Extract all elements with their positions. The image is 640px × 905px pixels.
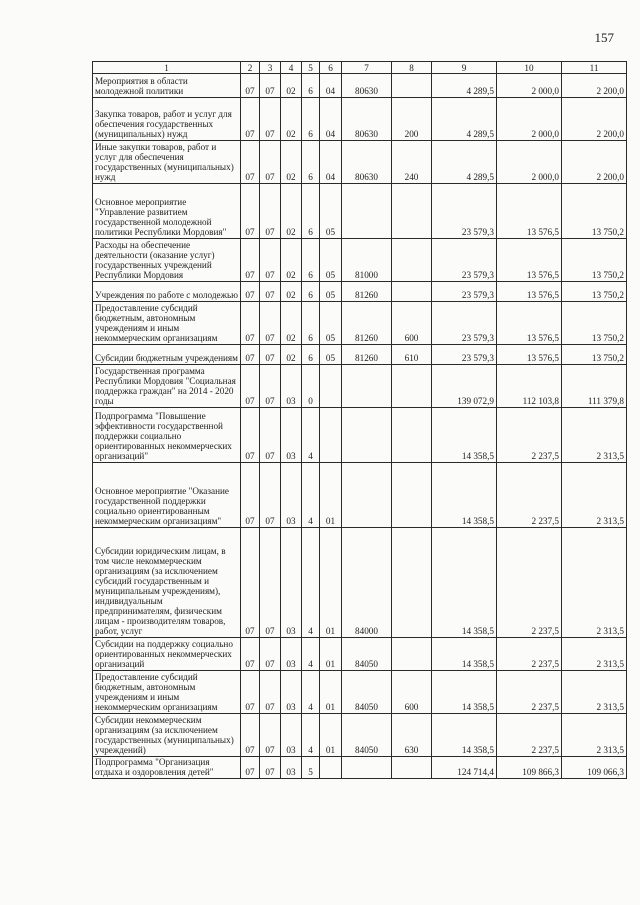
amount-cell: 14 358,5 (432, 714, 497, 757)
code-cell: 84050 (342, 714, 392, 757)
table-row (93, 463, 627, 528)
amount-cell: 109 066,3 (562, 757, 627, 779)
code-cell: 02 (281, 184, 302, 239)
code-cell: 6 (302, 239, 320, 282)
amount-cell: 112 103,8 (497, 365, 562, 408)
table-row (93, 638, 627, 671)
amount-cell: 13 576,5 (497, 184, 562, 239)
amount-cell: 14 358,5 (432, 671, 497, 714)
code-cell: 03 (281, 408, 302, 463)
code-cell: 07 (241, 528, 260, 638)
code-cell: 200 (392, 98, 432, 141)
code-cell: 02 (281, 345, 302, 365)
amount-cell: 13 750,2 (562, 345, 627, 365)
code-cell: 05 (320, 302, 342, 345)
amount-cell: 2 237,5 (497, 638, 562, 671)
row-name-cell: Основное мероприятие "Управление развитием государственной молодежной политики Республики Мордовия" (93, 184, 241, 239)
amount-cell: 13 750,2 (562, 184, 627, 239)
table-row (93, 98, 627, 141)
column-header: 10 (497, 62, 562, 74)
code-cell: 07 (260, 282, 281, 302)
table-row (93, 345, 627, 365)
row-name-cell: Субсидии некоммерческим организациям (за исключением государственных (муниципальных) учреждений) (93, 714, 241, 757)
row-name-cell: Субсидии на поддержку социально ориентированных некоммерческих организаций (93, 638, 241, 671)
amount-cell: 13 750,2 (562, 239, 627, 282)
code-cell: 03 (281, 757, 302, 779)
code-cell: 02 (281, 239, 302, 282)
amount-cell: 2 000,0 (497, 141, 562, 184)
row-name-cell: Предоставление субсидий бюджетным, автономным учреждениям и иным некоммерческим организациям (93, 302, 241, 345)
code-cell: 6 (302, 184, 320, 239)
column-header: 2 (241, 62, 260, 74)
code-cell: 07 (260, 638, 281, 671)
code-cell: 07 (241, 671, 260, 714)
code-cell: 600 (392, 302, 432, 345)
code-cell: 6 (302, 141, 320, 184)
code-cell: 07 (241, 74, 260, 98)
code-cell: 03 (281, 671, 302, 714)
code-cell: 5 (302, 757, 320, 779)
code-cell (392, 408, 432, 463)
code-cell: 80630 (342, 98, 392, 141)
code-cell: 07 (241, 239, 260, 282)
code-cell: 05 (320, 184, 342, 239)
amount-cell: 2 237,5 (497, 528, 562, 638)
code-cell (342, 757, 392, 779)
table-row (93, 184, 627, 239)
code-cell: 02 (281, 98, 302, 141)
table-row (93, 528, 627, 638)
table-row (93, 239, 627, 282)
code-cell: 01 (320, 528, 342, 638)
code-cell (392, 74, 432, 98)
amount-cell: 2 313,5 (562, 408, 627, 463)
code-cell: 02 (281, 282, 302, 302)
code-cell: 4 (302, 638, 320, 671)
code-cell (320, 757, 342, 779)
column-header: 1 (93, 62, 241, 74)
row-name-cell: Закупка товаров, работ и услуг для обеспечения государственных (муниципальных) нужд (93, 98, 241, 141)
code-cell: 02 (281, 141, 302, 184)
amount-cell: 2 313,5 (562, 638, 627, 671)
code-cell (392, 757, 432, 779)
amount-cell: 124 714,4 (432, 757, 497, 779)
code-cell: 4 (302, 463, 320, 528)
amount-cell: 4 289,5 (432, 74, 497, 98)
amount-cell: 23 579,3 (432, 282, 497, 302)
code-cell: 07 (241, 408, 260, 463)
code-cell: 81260 (342, 302, 392, 345)
amount-cell: 2 200,0 (562, 141, 627, 184)
amount-cell: 14 358,5 (432, 408, 497, 463)
code-cell: 02 (281, 302, 302, 345)
row-name-cell: Учреждения по работе с молодежью (93, 282, 241, 302)
amount-cell: 14 358,5 (432, 528, 497, 638)
code-cell: 07 (241, 282, 260, 302)
row-name-cell: Субсидии юридическим лицам, в том числе некоммерческим организациям (за исключением субсидий государственным и муниципальным учреждениям), индивидуальным предпринимателям, физическим лицам - производителям товаров, работ, услуг (93, 528, 241, 638)
table-row (93, 74, 627, 98)
amount-cell: 2 237,5 (497, 671, 562, 714)
code-cell: 07 (260, 714, 281, 757)
code-cell: 0 (302, 365, 320, 408)
column-header: 4 (281, 62, 302, 74)
code-cell: 07 (241, 714, 260, 757)
code-cell (320, 365, 342, 408)
code-cell: 80630 (342, 74, 392, 98)
row-name-cell: Мероприятия в области молодежной политики (93, 74, 241, 98)
code-cell (392, 282, 432, 302)
amount-cell: 109 866,3 (497, 757, 562, 779)
row-name-cell: Субсидии бюджетным учреждениям (93, 345, 241, 365)
column-header: 5 (302, 62, 320, 74)
table-row (93, 671, 627, 714)
table-row (93, 302, 627, 345)
code-cell (392, 463, 432, 528)
table-row (93, 757, 627, 779)
code-cell: 05 (320, 345, 342, 365)
code-cell: 05 (320, 282, 342, 302)
amount-cell: 2 237,5 (497, 463, 562, 528)
code-cell (320, 408, 342, 463)
table-row (93, 365, 627, 408)
row-name-cell: Иные закупки товаров, работ и услуг для обеспечения государственных (муниципальных) нужд (93, 141, 241, 184)
code-cell: 03 (281, 365, 302, 408)
code-cell: 84050 (342, 671, 392, 714)
code-cell: 07 (260, 239, 281, 282)
code-cell: 01 (320, 638, 342, 671)
code-cell: 07 (260, 184, 281, 239)
code-cell: 81000 (342, 239, 392, 282)
row-name-cell: Предоставление субсидий бюджетным, автономным учреждениям и иным некоммерческим организациям (93, 671, 241, 714)
amount-cell: 14 358,5 (432, 638, 497, 671)
amount-cell: 2 313,5 (562, 671, 627, 714)
code-cell: 07 (241, 302, 260, 345)
column-header: 6 (320, 62, 342, 74)
code-cell: 07 (241, 638, 260, 671)
code-cell: 07 (260, 302, 281, 345)
amount-cell: 23 579,3 (432, 239, 497, 282)
amount-cell: 2 313,5 (562, 714, 627, 757)
code-cell: 6 (302, 98, 320, 141)
code-cell: 6 (302, 345, 320, 365)
code-cell: 07 (241, 141, 260, 184)
code-cell: 07 (260, 528, 281, 638)
row-name-cell: Подпрограмма "Организация отдыха и оздоровления детей" (93, 757, 241, 779)
page-number: 157 (594, 30, 614, 45)
table-row (93, 408, 627, 463)
code-cell (392, 184, 432, 239)
code-cell: 07 (260, 757, 281, 779)
amount-cell: 13 576,5 (497, 302, 562, 345)
row-name-cell: Основное мероприятие "Оказание государственной поддержки социально ориентированным некоммерческим организациям" (93, 463, 241, 528)
amount-cell: 23 579,3 (432, 345, 497, 365)
code-cell: 81260 (342, 345, 392, 365)
code-cell: 04 (320, 141, 342, 184)
table-header-row (93, 62, 627, 74)
amount-cell: 13 576,5 (497, 239, 562, 282)
amount-cell: 2 000,0 (497, 98, 562, 141)
amount-cell: 111 379,8 (562, 365, 627, 408)
code-cell: 01 (320, 714, 342, 757)
code-cell: 07 (241, 98, 260, 141)
row-name-cell: Государственная программа Республики Мордовия "Социальная поддержка граждан" на 2014 - 2020 годы (93, 365, 241, 408)
code-cell: 07 (241, 757, 260, 779)
row-name-cell: Подпрограмма "Повышение эффективности государственной поддержки социально ориентированных некоммерческих организаций" (93, 408, 241, 463)
code-cell (342, 408, 392, 463)
amount-cell: 4 289,5 (432, 98, 497, 141)
code-cell: 6 (302, 74, 320, 98)
code-cell: 4 (302, 408, 320, 463)
column-header: 3 (260, 62, 281, 74)
amount-cell: 2 313,5 (562, 528, 627, 638)
code-cell: 80630 (342, 141, 392, 184)
table-row (93, 714, 627, 757)
code-cell: 4 (302, 528, 320, 638)
column-header: 7 (342, 62, 392, 74)
column-header: 9 (432, 62, 497, 74)
code-cell: 630 (392, 714, 432, 757)
code-cell (392, 638, 432, 671)
table-row (93, 282, 627, 302)
code-cell: 07 (260, 365, 281, 408)
code-cell: 600 (392, 671, 432, 714)
code-cell (342, 184, 392, 239)
code-cell: 4 (302, 671, 320, 714)
code-cell (392, 528, 432, 638)
code-cell: 03 (281, 463, 302, 528)
code-cell (392, 239, 432, 282)
amount-cell: 2 200,0 (562, 74, 627, 98)
amount-cell: 13 576,5 (497, 345, 562, 365)
amount-cell: 2 000,0 (497, 74, 562, 98)
code-cell: 07 (260, 408, 281, 463)
code-cell: 07 (241, 184, 260, 239)
code-cell: 610 (392, 345, 432, 365)
amount-cell: 13 576,5 (497, 282, 562, 302)
column-header: 11 (562, 62, 627, 74)
code-cell: 03 (281, 714, 302, 757)
code-cell: 07 (260, 98, 281, 141)
amount-cell: 2 200,0 (562, 98, 627, 141)
code-cell: 01 (320, 463, 342, 528)
table-row (93, 141, 627, 184)
amount-cell: 13 750,2 (562, 282, 627, 302)
budget-table (92, 61, 627, 779)
code-cell: 02 (281, 74, 302, 98)
row-name-cell: Расходы на обеспечение деятельности (оказание услуг) государственных учреждений Республики Мордовия (93, 239, 241, 282)
code-cell: 01 (320, 671, 342, 714)
code-cell: 07 (260, 74, 281, 98)
code-cell: 240 (392, 141, 432, 184)
code-cell: 81260 (342, 282, 392, 302)
code-cell: 05 (320, 239, 342, 282)
code-cell: 03 (281, 528, 302, 638)
amount-cell: 23 579,3 (432, 184, 497, 239)
code-cell: 4 (302, 714, 320, 757)
amount-cell: 139 072,9 (432, 365, 497, 408)
amount-cell: 23 579,3 (432, 302, 497, 345)
code-cell: 04 (320, 74, 342, 98)
code-cell: 07 (241, 365, 260, 408)
code-cell (342, 463, 392, 528)
code-cell: 6 (302, 282, 320, 302)
amount-cell: 4 289,5 (432, 141, 497, 184)
code-cell: 07 (260, 671, 281, 714)
code-cell: 07 (260, 463, 281, 528)
amount-cell: 2 313,5 (562, 463, 627, 528)
amount-cell: 2 237,5 (497, 408, 562, 463)
code-cell: 84050 (342, 638, 392, 671)
code-cell: 6 (302, 302, 320, 345)
code-cell (342, 365, 392, 408)
amount-cell: 2 237,5 (497, 714, 562, 757)
column-header: 8 (392, 62, 432, 74)
code-cell: 84000 (342, 528, 392, 638)
amount-cell: 14 358,5 (432, 463, 497, 528)
code-cell: 03 (281, 638, 302, 671)
code-cell (392, 365, 432, 408)
code-cell: 07 (241, 345, 260, 365)
code-cell: 07 (241, 463, 260, 528)
code-cell: 04 (320, 98, 342, 141)
code-cell: 07 (260, 345, 281, 365)
code-cell: 07 (260, 141, 281, 184)
amount-cell: 13 750,2 (562, 302, 627, 345)
